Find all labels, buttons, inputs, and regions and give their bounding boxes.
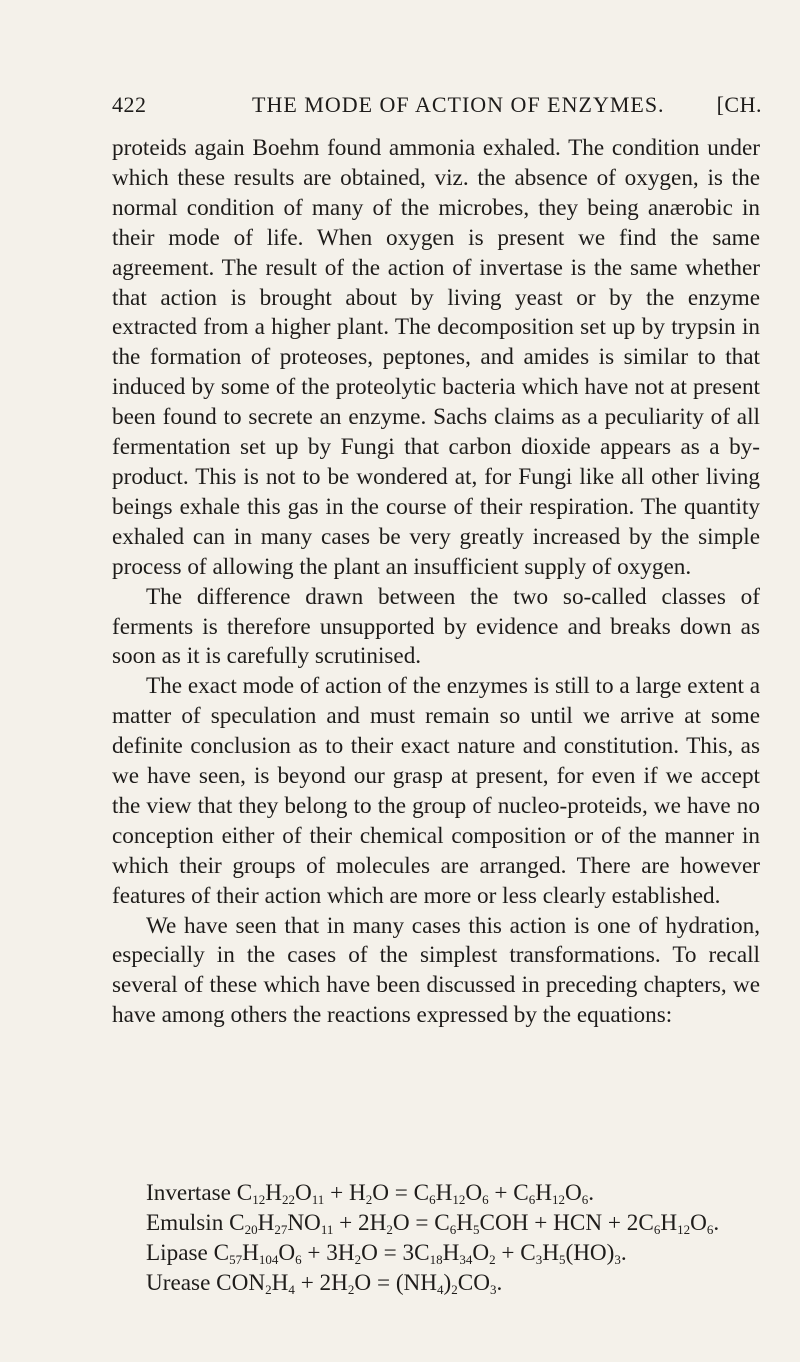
formula-text: . xyxy=(588,1180,595,1206)
formula-text: O xyxy=(472,1240,490,1266)
formula-text: + C xyxy=(495,1240,536,1266)
formula-text: (HO) xyxy=(565,1240,615,1266)
equation-enzyme-name: Emulsin xyxy=(146,1210,230,1236)
equation-enzyme-name: Urease xyxy=(146,1270,217,1296)
subscript: 57 xyxy=(229,1252,243,1267)
formula-text: NO xyxy=(287,1210,321,1236)
equation-list xyxy=(146,1178,766,1298)
formula-text: H xyxy=(442,1240,460,1266)
subscript: 6 xyxy=(449,1222,457,1237)
formula-text: CON xyxy=(216,1270,266,1296)
subscript: 2 xyxy=(489,1252,496,1267)
formula-text: H xyxy=(265,1180,282,1206)
subscript: 3 xyxy=(490,1282,497,1297)
subscript: 6 xyxy=(429,1192,436,1207)
subscript: 6 xyxy=(581,1192,589,1207)
formula-text: . xyxy=(713,1210,720,1236)
equation-lipase xyxy=(146,1238,766,1268)
subscript: 2 xyxy=(451,1282,458,1297)
formula-text: C xyxy=(213,1240,230,1266)
formula-text: O xyxy=(465,1180,483,1206)
running-header xyxy=(112,92,762,126)
formula-text: O xyxy=(278,1240,296,1266)
formula-text: COH + HCN + 2C xyxy=(479,1210,654,1236)
subscript: 12 xyxy=(452,1192,466,1207)
formula-text: + C xyxy=(488,1180,529,1206)
subscript: 2 xyxy=(354,1252,362,1267)
subscript: 20 xyxy=(244,1222,258,1237)
formula-text: + 2H xyxy=(333,1210,387,1236)
formula-text: + H xyxy=(324,1180,366,1206)
equation-invertase xyxy=(146,1178,766,1208)
subscript: 34 xyxy=(459,1252,473,1267)
subscript: 6 xyxy=(653,1222,661,1237)
formula-text: O = (NH xyxy=(354,1270,438,1296)
formula-text: H xyxy=(660,1210,678,1236)
formula-text: H xyxy=(271,1270,289,1296)
subscript: 5 xyxy=(558,1252,566,1267)
paragraph: We have seen that in many cases this action is one of hydration, especially in the cases of the simplest transformations. To recall several of these which have been discussed in preceding chapters, we have among others the reactions expressed by the equations: xyxy=(112,912,760,1029)
subscript: 4 xyxy=(437,1282,444,1297)
chapter-marker: [CH. xyxy=(716,92,762,117)
formula-text: C xyxy=(236,1180,253,1206)
subscript: 104 xyxy=(258,1252,279,1267)
subscript: 12 xyxy=(252,1192,266,1207)
subscript: 11 xyxy=(320,1222,334,1237)
formula-text: H xyxy=(542,1240,559,1266)
equation-emulsin xyxy=(146,1208,766,1238)
formula-text: O xyxy=(564,1180,582,1206)
subscript: 4 xyxy=(288,1282,295,1297)
subscript: 6 xyxy=(706,1222,714,1237)
formula-text: H xyxy=(535,1180,552,1206)
formula-text: C xyxy=(229,1210,245,1236)
equation-enzyme-name: Invertase xyxy=(146,1180,237,1206)
formula-text: O xyxy=(295,1180,312,1206)
subscript: 6 xyxy=(482,1192,489,1207)
equation-urease xyxy=(146,1268,766,1298)
formula-text: . xyxy=(620,1240,627,1266)
paragraph: The difference drawn between the two so-called classes of ferments is therefore unsupported by evidence and breaks down as soon as it is carefully scrutinised. xyxy=(112,583,760,670)
formula-text: + 3H xyxy=(301,1240,355,1266)
subscript: 27 xyxy=(274,1222,288,1237)
formula-text: O = 3C xyxy=(361,1240,430,1266)
page-number: 422 xyxy=(112,92,147,117)
formula-text: H xyxy=(242,1240,259,1266)
formula-text: CO xyxy=(457,1270,490,1296)
paragraph: The exact mode of action of the enzymes is still to a large extent a matter of speculation and must remain so until we arrive at some definite conclusion as to their exact nature and constitution. This, as we have seen, is beyond our grasp at present, for even if we accept the view that they belong to the group of nucleo-proteids, we have no conception either of their chemical composition or of the manner in which their groups of molecules are arranged. There are however features of their action which are more or less clearly established. xyxy=(112,673,760,909)
subscript: 2 xyxy=(386,1222,393,1237)
subscript: 2 xyxy=(365,1192,373,1207)
formula-text: . xyxy=(496,1270,503,1296)
subscript: 12 xyxy=(551,1192,565,1207)
formula-text: O xyxy=(690,1210,707,1236)
subscript: 5 xyxy=(473,1222,480,1237)
formula-text: ) xyxy=(443,1270,452,1296)
formula-text: H xyxy=(257,1210,275,1236)
body-text xyxy=(112,134,760,1031)
running-title: THE MODE OF ACTION OF ENZYMES. xyxy=(252,92,665,117)
subscript: 11 xyxy=(311,1192,325,1207)
formula-text: O = C xyxy=(372,1180,430,1206)
subscript: 12 xyxy=(677,1222,691,1237)
formula-text: + 2H xyxy=(294,1270,348,1296)
subscript: 18 xyxy=(429,1252,443,1267)
subscript: 3 xyxy=(535,1252,543,1267)
subscript: 3 xyxy=(614,1252,621,1267)
formula-text: H xyxy=(456,1210,473,1236)
formula-text: O = C xyxy=(392,1210,450,1236)
subscript: 2 xyxy=(265,1282,272,1297)
paragraph: proteids again Boehm found ammonia exhaled. The condition under which these results are obtained, viz. the absence of oxygen, is the normal condition of many of the microbes, they being anærobic in their mode of life. When oxygen is present we find the same agreement. The result of the action of invertase is the same whether that action is brought about by living yeast or by the enzyme extracted from a higher plant. The decomposition set up by trypsin in the formation of proteoses, peptones, and amides is similar to that induced by some of the proteolytic bacteria which have not at present been found to secrete an enzyme. Sachs claims as a peculiarity of all fermentation set up by Fungi that carbon dioxide appears as a by-product. This is not to be wondered at, for Fungi like all other living beings exhale this gas in the course of their respiration. The quantity exhaled can in many cases be very greatly increased by the simple process of allowing the plant an insufficient supply of oxygen. xyxy=(112,135,760,580)
subscript: 22 xyxy=(282,1192,295,1207)
equation-enzyme-name: Lipase xyxy=(146,1240,214,1266)
subscript: 6 xyxy=(295,1252,302,1267)
formula-text: H xyxy=(435,1180,453,1206)
subscript: 6 xyxy=(528,1192,536,1207)
subscript: 2 xyxy=(347,1282,355,1297)
